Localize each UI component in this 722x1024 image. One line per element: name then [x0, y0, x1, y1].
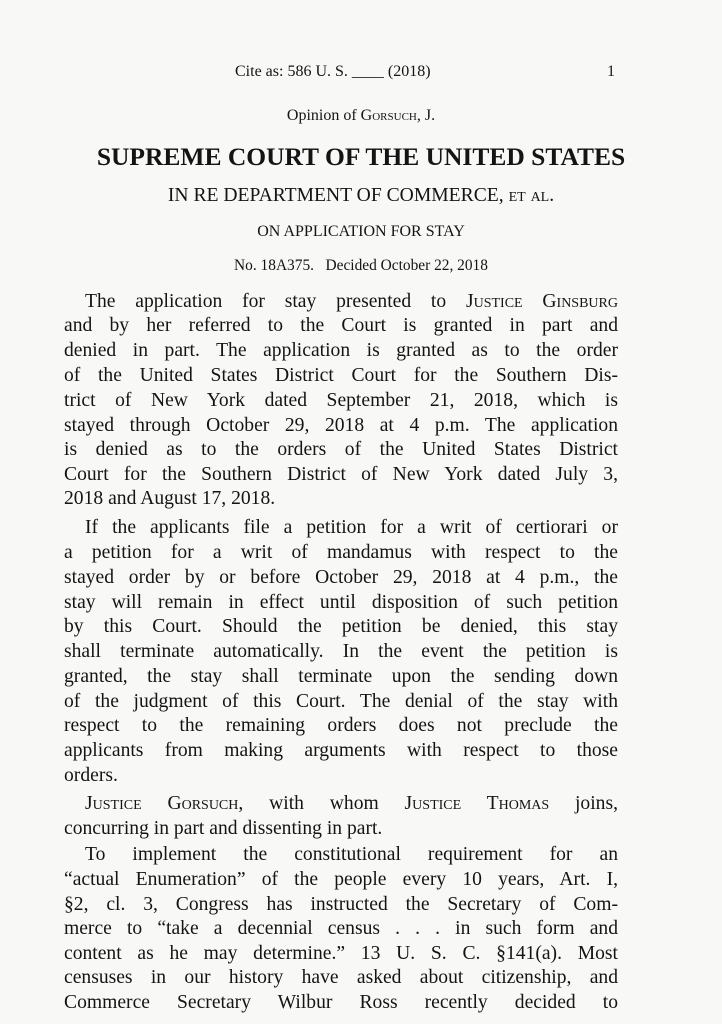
- paragraph-1-line-8: Court for the Southern District of New York dated July 3,: [64, 464, 618, 485]
- paragraph-2-line-11: orders.: [64, 765, 118, 786]
- paragraph-3-line-2: concurring in part and dissenting in part.: [64, 818, 383, 839]
- paragraph-4-line-4: merce to “take a decennial census . . . in such form and: [64, 918, 618, 939]
- justice-ginsburg: Justice Ginsburg: [465, 291, 618, 312]
- paragraph-2-line-5: by this Court. Should the petition be denied, this stay: [64, 616, 618, 637]
- justice-gorsuch: Justice Gorsuch: [85, 793, 239, 814]
- paragraph-3-line-1: [85, 792, 618, 817]
- paragraph-4-line-1: To implement the constitutional requirement for an: [85, 844, 618, 865]
- opinion-label: [0, 106, 722, 126]
- paragraph-3-text-mid: , with whom: [238, 793, 405, 814]
- paragraph-2-line-2: a petition for a writ of mandamus with respect to the: [64, 542, 618, 563]
- opinion-label-prefix: Opinion of: [286, 107, 361, 124]
- court-name-title: SUPREME COURT OF THE UNITED STATES: [96, 142, 626, 171]
- paragraph-2-line-10: applicants from making arguments with respect to those: [64, 740, 618, 761]
- paragraph-4-line-2: “actual Enumeration” of the people every 10 years, Art. I,: [64, 869, 618, 890]
- paragraph-2-line-1: If the applicants file a petition for a writ of certiorari or: [85, 517, 618, 538]
- page-number: 1: [607, 63, 615, 80]
- paragraph-2-line-9: respect to the remaining orders does not preclude the: [64, 715, 618, 736]
- docket-line: No. 18A375. Decided October 22, 2018: [234, 257, 488, 274]
- paragraph-3-text-end: joins,: [549, 793, 618, 814]
- justice-thomas: Justice Thomas: [404, 793, 550, 814]
- paragraph-2-line-3: stayed order by or before October 29, 2018 at 4 p.m., the: [64, 567, 618, 588]
- citation-header: Cite as: 586 U. S. ____ (2018): [235, 63, 431, 80]
- paragraph-1-line-2: and by her referred to the Court is granted in part and: [64, 315, 618, 336]
- paragraph-2-line-4: stay will remain in effect until disposition of such petition: [64, 592, 618, 613]
- paragraph-1-line-5: trict of New York dated September 21, 2018, which is: [64, 390, 618, 411]
- paragraph-2-line-7: granted, the stay shall terminate upon the sending down: [64, 666, 618, 687]
- case-name-suffix: et al.: [508, 185, 555, 206]
- paragraph-1-line-9: 2018 and August 17, 2018.: [64, 488, 276, 509]
- paragraph-1-line-1: [85, 290, 618, 315]
- paragraph-1-line-6: stayed through October 29, 2018 at 4 p.m. The application: [64, 415, 618, 436]
- procedural-posture: ON APPLICATION FOR STAY: [257, 223, 465, 240]
- case-name: [0, 184, 722, 208]
- paragraph-2-line-6: shall terminate automatically. In the event the petition is: [64, 641, 618, 662]
- paragraph-1-text-start: The application for stay presented to: [85, 291, 466, 312]
- case-name-main: IN RE DEPARTMENT OF COMMERCE,: [167, 185, 504, 206]
- opinion-author: Gorsuch: [360, 107, 417, 124]
- paragraph-1-line-4: of the United States District Court for the Southern Dis-: [64, 365, 618, 386]
- paragraph-4-line-6: censuses in our history have asked about citizenship, and: [64, 967, 618, 988]
- paragraph-1-line-7: is denied as to the orders of the United States District: [64, 439, 618, 460]
- paragraph-4-line-5: content as he may determine.” 13 U. S. C. §141(a). Most: [64, 943, 618, 964]
- paragraph-4-line-3: §2, cl. 3, Congress has instructed the Secretary of Com-: [64, 894, 618, 915]
- opinion-label-suffix: , J.: [416, 107, 436, 124]
- paragraph-4-line-7: Commerce Secretary Wilbur Ross recently decided to: [64, 992, 618, 1013]
- paragraph-1-line-3: denied in part. The application is granted as to the order: [64, 340, 618, 361]
- paragraph-2-line-8: of the judgment of this Court. The denial of the stay with: [64, 691, 618, 712]
